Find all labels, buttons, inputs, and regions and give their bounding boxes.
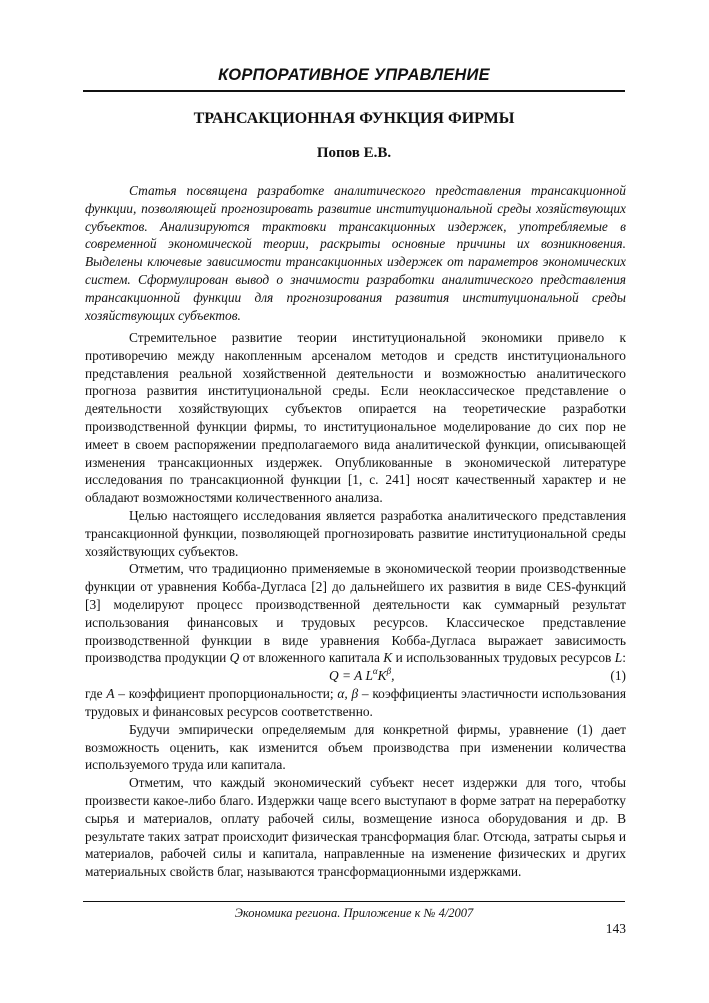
page-number: 143 — [605, 921, 626, 936]
paragraph-4-text-b: – коэффициент пропорциональности; — [114, 686, 338, 702]
formula-alpha: α — [372, 666, 378, 677]
formula-expression — [329, 667, 394, 685]
formula-1 — [85, 667, 626, 685]
paragraph-3-text-a: Отметим, что традиционно применяемые в экономической теории производственные функции от уравнения Кобба-Дугласа [2] до дальнейшего их развития в виде CES-функций [3] моделируют процесс производственной деятельности как суммарный результат использования финансовых и трудовых ресурсов. Классическое представление производственной функции в виде уравнения Кобба-Дугласа выражает зависимость производства продукции — [85, 561, 626, 666]
formula-k: K — [377, 668, 387, 684]
formula-end: , — [391, 668, 395, 684]
formula-beta: β — [386, 666, 392, 677]
paragraph-4-text-a: где — [85, 686, 107, 702]
paragraph-1: Стремительное развитие теории институциональной экономики привело к противоречию между накопленным арсеналом методов и средств институционального представления реальной хозяйственной деятельности и возможностью аналитического прогноза развития институциональной среды. Если неоклассическое представление о деятельности хозяйствующих субъектов опирается на теоретические разработки производственной функции фирмы, то институциональное моделирование до сих пор не имеет в своем распоряжении предполагаемого вида аналитической функции, описывающей изменения трансакционных издержек. Опубликованные в экономической литературе исследования по трансакционной функции [1, с. 241] носят качественный характер и не обладают возможностями количественного анализа. — [85, 330, 626, 506]
article-title: ТРАНСАКЦИОННАЯ ФУНКЦИЯ ФИРМЫ — [193, 110, 515, 127]
paragraph-6: Отметим, что каждый экономический субъект несет издержки для того, чтобы произвести какое-либо благо. Издержки чаще всего выступают в форме затрат на переработку сырья и материалов, оплату рабочей силы, возмещение износа оборудования и др. В результате таких затрат происходит физическая трансформация благ. Отсюда, затраты сырья и материалов, рабочей силы и капитала, направленные на изменение физических и других материальных свойств благ, называются трансформационными издержками. — [85, 775, 626, 880]
paragraph-2: Целью настоящего исследования является разработка аналитического представления трансакционной функции, позволяющей прогнозировать развитие институциональной среды хозяйствующих субъектов. — [85, 507, 626, 559]
var-a: A — [106, 686, 115, 702]
header-rule — [83, 90, 625, 92]
paragraph-3-text-d: : — [622, 650, 626, 666]
paragraph-3-text-c: и использованных трудовых ресурсов — [392, 650, 615, 666]
var-q: Q — [229, 650, 240, 666]
section-header: КОРПОРАТИВНОЕ УПРАВЛЕНИЕ — [218, 66, 490, 84]
abstract: Статья посвящена разработке аналитического представления трансакционной функции, позволяющей прогнозировать развитие институциональной среды хозяйствующих субъектов. Анализируются трактовки трансакционных издержек, употребляемые в современной экономической теории, раскрыты основные причины их возникновения. Выделены ключевые зависимости трансакционных издержек от параметров экономических систем. Сформулирован вывод о значимости разработки аналитического представления трансакционной функции для прогнозирования развития институциональной среды хозяйствующих субъектов. — [85, 183, 626, 323]
paragraph-4-text-c: – коэффициенты эластичности использования трудовых и финансовых ресурсов соответственно. — [85, 686, 626, 719]
footer-rule — [83, 901, 625, 902]
formula-lhs: Q = A L — [329, 668, 373, 684]
var-k: K — [383, 650, 393, 666]
var-l: L — [614, 650, 623, 666]
formula-number: (1) — [610, 668, 626, 684]
var-alpha-beta: α, β — [337, 686, 359, 702]
paragraph-3 — [85, 560, 626, 667]
author-name: Попов Е.В. — [316, 145, 392, 161]
body-text — [85, 329, 626, 881]
paragraph-5: Будучи эмпирически определяемым для конкретной фирмы, уравнение (1) дает возможность оценить, как изменится объем производства при изменении количества используемого труда или капитала. — [85, 721, 626, 773]
paragraph-4 — [85, 685, 626, 721]
paragraph-3-text-b: от вложенного капитала — [239, 650, 384, 666]
footer-journal: Экономика региона. Приложение к № 4/2007 — [234, 906, 474, 920]
